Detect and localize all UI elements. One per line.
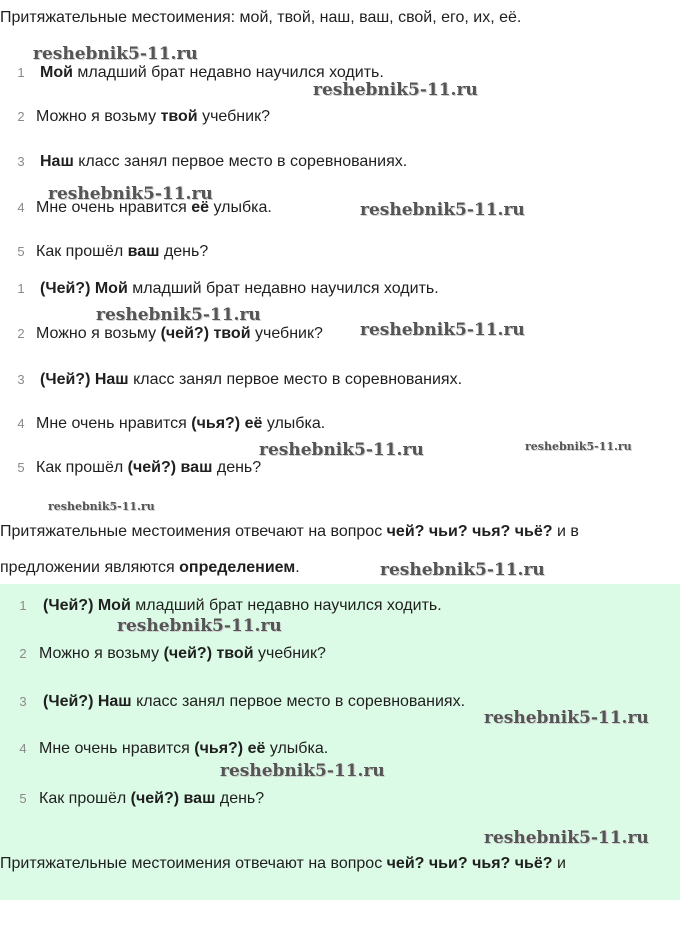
item-text: Как прошёл ваш день?: [36, 243, 209, 260]
item-text: Мой младший брат недавно научился ходить.: [40, 64, 384, 81]
item-number: 4: [17, 200, 25, 215]
watermark: reshebnik5-11.ru: [313, 80, 478, 100]
item-text: Мне очень нравится её улыбка.: [36, 199, 272, 216]
item-text: (Чей?) Мой младший брат недавно научился ходить.: [40, 280, 439, 297]
item-number: 4: [19, 741, 27, 756]
watermark: reshebnik5-11.ru: [96, 305, 261, 325]
item-number: 5: [17, 244, 25, 259]
item-text: Можно я возьму (чей?) твой учебник?: [36, 325, 323, 342]
watermark: reshebnik5-11.ru: [48, 500, 155, 513]
watermark: reshebnik5-11.ru: [360, 320, 525, 340]
page-title: Притяжательные местоимения: мой, твой, наш, ваш, свой, его, их, её.: [0, 9, 522, 26]
item-number: 2: [19, 646, 27, 661]
item-number: 4: [17, 416, 25, 431]
watermark: reshebnik5-11.ru: [259, 440, 424, 460]
item-text: (Чей?) Наш класс занял первое место в соревнованиях.: [40, 371, 463, 388]
watermark: reshebnik5-11.ru: [484, 828, 649, 848]
item-number: 1: [19, 598, 27, 613]
rule-paragraph-line-2: предложении являются определением.: [0, 559, 300, 576]
watermark: reshebnik5-11.ru: [484, 708, 649, 728]
item-number: 1: [17, 281, 25, 296]
watermark: reshebnik5-11.ru: [117, 616, 282, 636]
watermark: reshebnik5-11.ru: [380, 560, 545, 580]
item-text: Мне очень нравится (чья?) её улыбка.: [36, 415, 326, 432]
item-number: 3: [19, 694, 27, 709]
item-text: Как прошёл (чей?) ваш день?: [39, 790, 265, 807]
item-number: 5: [19, 791, 27, 806]
item-number: 2: [17, 326, 25, 341]
item-text: Наш класс занял первое место в соревнованиях.: [40, 153, 408, 170]
item-number: 3: [17, 154, 25, 169]
item-text: (Чей?) Наш класс занял первое место в соревнованиях.: [43, 693, 466, 710]
rule-paragraph-repeat: Притяжательные местоимения отвечают на вопрос чей? чьи? чья? чьё? и: [0, 855, 566, 872]
item-text: Мне очень нравится (чья?) её улыбка.: [39, 740, 329, 757]
item-number: 2: [17, 109, 25, 124]
item-text: Как прошёл (чей?) ваш день?: [36, 459, 262, 476]
watermark: reshebnik5-11.ru: [33, 44, 198, 64]
item-text: Можно я возьму (чей?) твой учебник?: [39, 645, 326, 662]
item-number: 3: [17, 372, 25, 387]
item-number: 1: [17, 65, 25, 80]
watermark: reshebnik5-11.ru: [220, 761, 385, 781]
item-number: 5: [17, 460, 25, 475]
watermark: reshebnik5-11.ru: [48, 184, 213, 204]
item-text: Можно я возьму твой учебник?: [36, 108, 270, 125]
watermark: reshebnik5-11.ru: [360, 200, 525, 220]
rule-paragraph-line-1: Притяжательные местоимения отвечают на вопрос чей? чьи? чья? чьё? и в: [0, 523, 579, 540]
watermark: reshebnik5-11.ru: [525, 440, 632, 453]
item-text: (Чей?) Мой младший брат недавно научился ходить.: [43, 597, 442, 614]
